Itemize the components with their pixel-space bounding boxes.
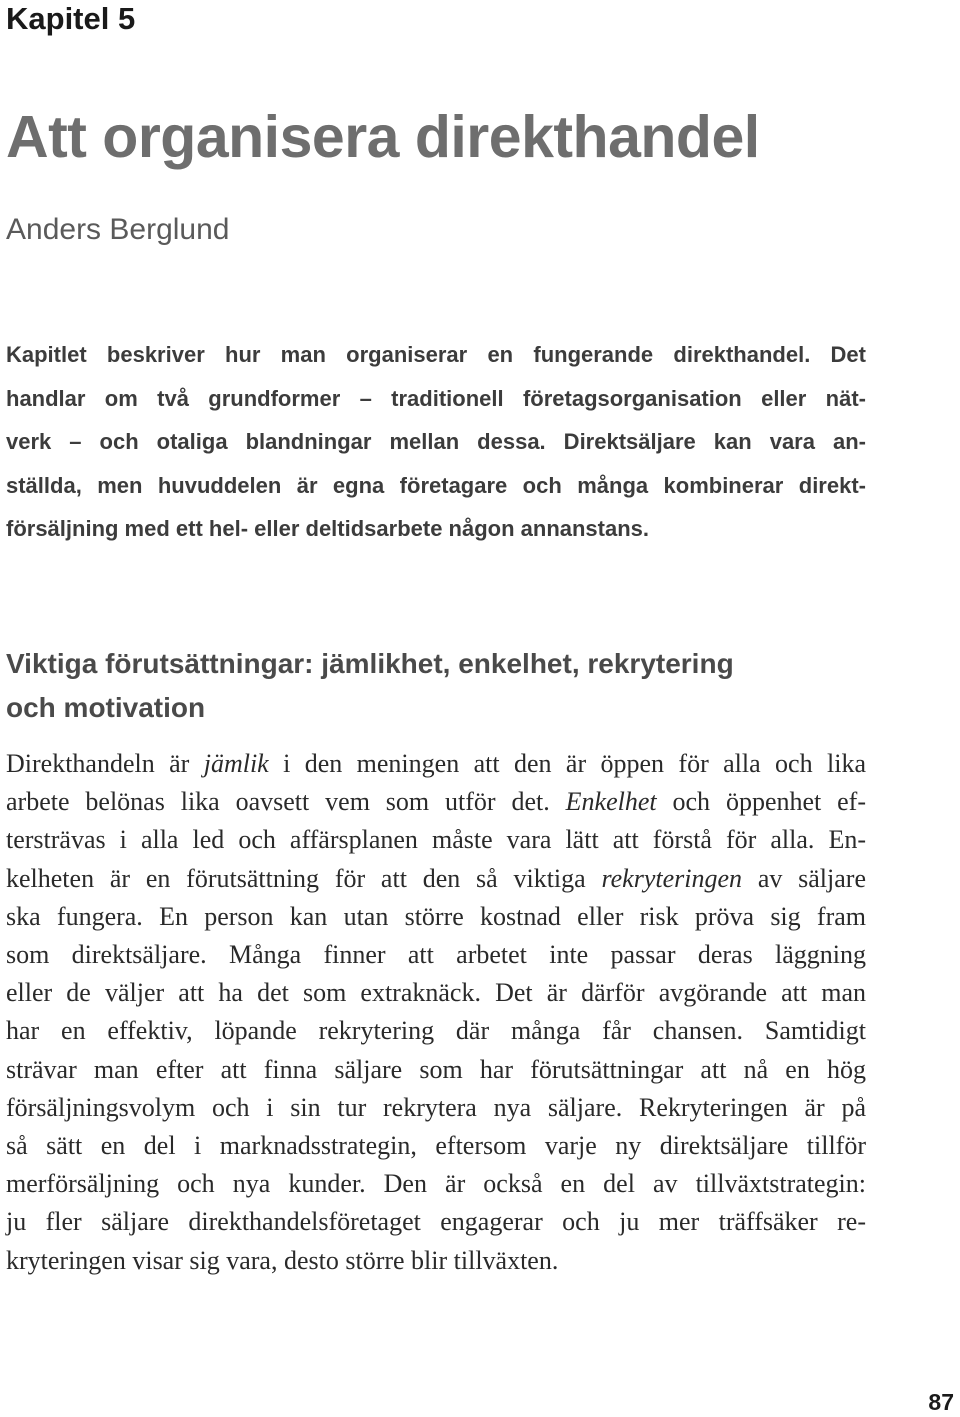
body-line bbox=[6, 783, 866, 821]
intro-line: verk – och otaliga blandningar mellan dessa. Direktsäljare kan vara an- bbox=[6, 429, 866, 455]
body-line bbox=[6, 860, 866, 898]
section-heading-line: Viktiga förutsättningar: jämlikhet, enkelhet, rekrytering bbox=[6, 648, 734, 679]
body-line: som direktsäljare. Många finner att arbetet inte passar deras läggning bbox=[6, 940, 866, 970]
intro-line: försäljning med ett hel- eller deltidsarbete någon annanstans. bbox=[6, 516, 650, 542]
body-line: tersträvas i alla led och affärsplanen måste vara lätt att förstå för alla. En- bbox=[6, 825, 866, 855]
section-heading-line: och motivation bbox=[6, 692, 206, 723]
chapter-title: Att organisera direkthandel bbox=[6, 104, 760, 170]
intro-paragraph bbox=[6, 333, 866, 551]
intro-line: ställda, men huvuddelen är egna företagare och många kombinerar direkt- bbox=[6, 472, 866, 498]
body-line: strävar man efter att finna säljare som har förutsättningar att nå en hög bbox=[6, 1054, 866, 1084]
emphasis-jamlik: jämlik bbox=[203, 749, 269, 778]
body-line: så sätt en del i marknadsstrategin, eftersom varje ny direktsäljare tillför bbox=[6, 1131, 866, 1161]
body-text-run: av säljare bbox=[742, 863, 866, 893]
body-text-run: och öppenhet ef- bbox=[656, 787, 867, 817]
section-heading bbox=[6, 642, 866, 730]
author-name: Anders Berglund bbox=[6, 213, 230, 246]
body-line bbox=[6, 745, 866, 783]
body-line: ska fungera. En person kan utan större kostnad eller risk pröva sig fram bbox=[6, 901, 866, 931]
intro-line: Kapitlet beskriver hur man organiserar en fungerande direkthandel. Det bbox=[6, 342, 866, 367]
body-text-run: Direkthandeln är bbox=[6, 749, 204, 778]
body-text-run: arbete belönas lika oavsett vem som utför det. bbox=[6, 787, 566, 817]
body-line: kryteringen visar sig vara, desto större blir tillväxten. bbox=[6, 1245, 559, 1275]
intro-line: handlar om två grundformer – traditionell företagsorganisation eller nät- bbox=[6, 385, 866, 411]
chapter-label: Kapitel 5 bbox=[6, 1, 136, 36]
body-text-run: kelheten är en förutsättning för att den så viktiga bbox=[6, 863, 602, 893]
body-text-run: i den meningen att den är öppen för alla och lika bbox=[268, 749, 866, 778]
body-paragraph bbox=[6, 745, 866, 1280]
page-number: 87 bbox=[928, 1389, 954, 1415]
emphasis-enkelhet: Enkelhet bbox=[565, 787, 657, 817]
body-line: har en effektiv, löpande rekrytering där många får chansen. Samtidigt bbox=[6, 1016, 866, 1046]
body-line: ju fler säljare direkthandelsföretaget engagerar och ju mer träffsäker re- bbox=[6, 1207, 866, 1237]
body-line: försäljningsvolym och i sin tur rekrytera nya säljare. Rekryteringen är på bbox=[6, 1092, 866, 1122]
emphasis-rekryteringen: rekryteringen bbox=[601, 863, 743, 893]
body-line: eller de väljer att ha det som extraknäck. Det är därför avgörande att man bbox=[6, 978, 866, 1008]
body-line: merförsäljning och nya kunder. Den är också en del av tillväxtstrategin: bbox=[6, 1169, 866, 1199]
